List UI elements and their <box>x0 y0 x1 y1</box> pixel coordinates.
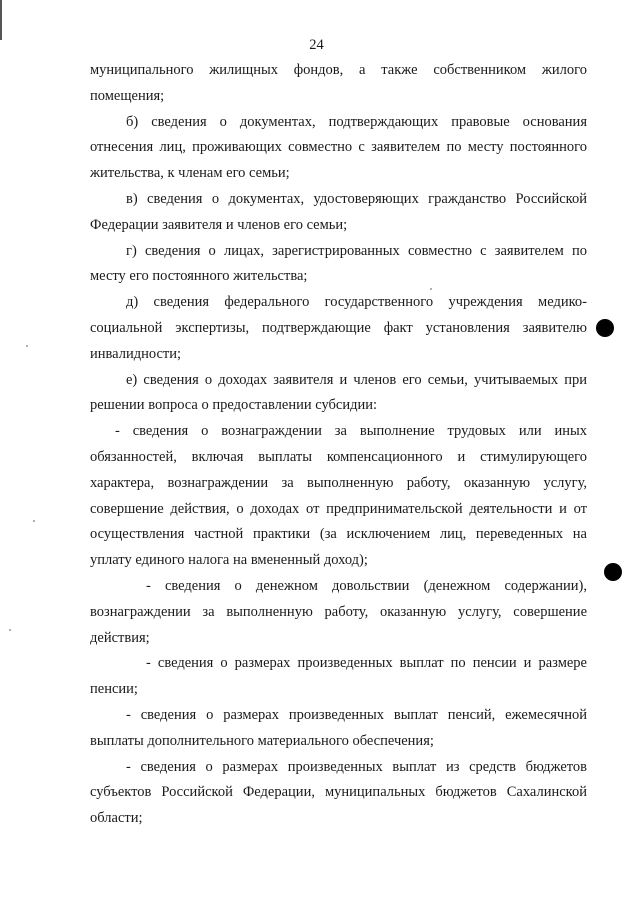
paragraph-item-g: г) сведения о лицах, зарегистрированных совместно с заявителем по месту его постоянного жительства; <box>90 242 587 285</box>
scan-speck <box>26 345 28 347</box>
punch-hole-mark <box>596 319 614 337</box>
paragraph-item-b: б) сведения о документах, подтверждающих правовые основания отнесения лиц, проживающих совместно с заявителем по месту постоянного жительства, к членам его семьи; <box>90 113 587 182</box>
paragraph-item-v: в) сведения о документах, удостоверяющих гражданство Российской Федерации заявителя и членов его семьи; <box>90 190 587 233</box>
paragraph-dash-pension-payments: - сведения о размерах произведенных выплат пенсий, ежемесячной выплаты дополнительного материального обеспечения; <box>90 706 587 749</box>
paragraph-continuation: муниципального жилищных фондов, а также собственником жилого помещения; <box>90 62 587 104</box>
document-body <box>90 58 587 832</box>
paragraph-item-d: д) сведения федерального государственного учреждения медико-социальной экспертизы, подтверждающие факт установления заявителю инвалидности; <box>90 294 587 362</box>
paragraph-item-e: е) сведения о доходах заявителя и членов его семьи, учитываемых при решении вопроса о предоставлении субсидии: <box>90 371 587 414</box>
scan-speck <box>430 288 432 290</box>
paragraph-dash-remuneration: - сведения о вознаграждении за выполнение трудовых или иных обязанностей, включая выплаты компенсационного и стимулирующего характера, вознаграждении за выполненную работу, оказанную услугу, совершение действия, о доходах от предпринимательской деятельности и от осуществления частной практики (за исключением лиц, переведенных на уплату единого налога на вмененный доход); <box>90 423 587 569</box>
paragraph-dash-pension: - сведения о размерах произведенных выплат по пенсии и размере пенсии; <box>90 655 587 698</box>
paragraph-dash-budget-payments: - сведения о размерах произведенных выплат из средств бюджетов субъектов Российской Федерации, муниципальных бюджетов Сахалинской области; <box>90 758 587 827</box>
scan-edge-mark <box>0 0 2 40</box>
scan-speck <box>9 629 11 631</box>
page-number: 24 <box>309 37 324 53</box>
paragraph-dash-allowance: - сведения о денежном довольствии (денежном содержании), вознаграждении за выполненную работу, оказанную услугу, совершение действия; <box>90 577 587 646</box>
scan-speck <box>33 520 35 522</box>
punch-hole-mark <box>604 563 622 581</box>
